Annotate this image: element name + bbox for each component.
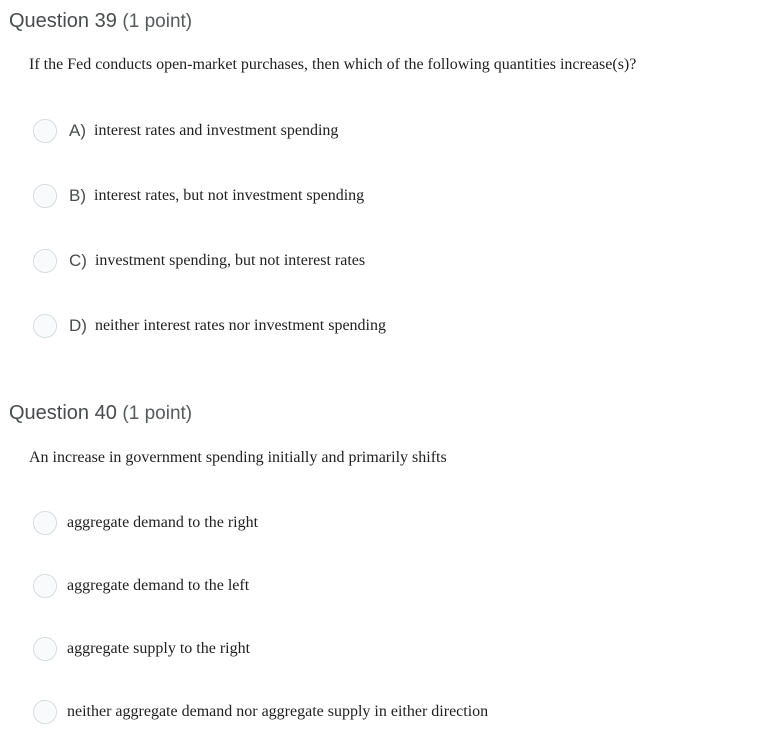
radio-button[interactable] (33, 574, 57, 598)
question-39-option-b[interactable] (33, 182, 364, 210)
radio-button[interactable] (33, 511, 57, 535)
option-letter: A) (69, 121, 86, 140)
question-40-option-2[interactable] (33, 572, 249, 600)
question-number: Question 39 (9, 10, 117, 32)
radio-button[interactable] (33, 637, 57, 661)
radio-button[interactable] (33, 184, 57, 208)
question-40-option-3[interactable] (33, 635, 250, 663)
question-number: Question 40 (9, 402, 117, 424)
option-letter: B) (69, 186, 86, 205)
option-letter: D) (69, 316, 87, 335)
question-40-text: An increase in government spending initially and primarily shifts (29, 449, 447, 466)
question-39-text: If the Fed conducts open-market purchases, then which of the following quantities increase(s)? (29, 56, 637, 73)
question-40-option-1[interactable] (33, 509, 258, 537)
option-text: aggregate demand to the left (67, 577, 250, 594)
question-40-option-4[interactable] (33, 698, 488, 726)
question-39-option-a[interactable] (33, 117, 338, 145)
question-points: (1 point) (122, 403, 193, 424)
radio-button[interactable] (33, 700, 57, 724)
question-39-option-c[interactable] (33, 247, 365, 275)
radio-button[interactable] (33, 314, 57, 338)
option-text: aggregate supply to the right (67, 640, 251, 657)
option-text: aggregate demand to the right (67, 514, 259, 531)
option-text: neither aggregate demand nor aggregate supply in either direction (67, 703, 489, 720)
radio-button[interactable] (33, 119, 57, 143)
question-39-title (9, 9, 192, 34)
question-39-option-d[interactable] (33, 312, 386, 340)
option-text: interest rates, but not investment spending (94, 187, 365, 204)
radio-button[interactable] (33, 249, 57, 273)
question-points: (1 point) (122, 11, 193, 32)
question-40-title (9, 401, 192, 426)
option-letter: C) (69, 251, 87, 270)
option-text: investment spending, but not interest rates (94, 252, 366, 269)
option-text: neither interest rates nor investment spending (94, 317, 386, 334)
option-text: interest rates and investment spending (94, 122, 339, 139)
